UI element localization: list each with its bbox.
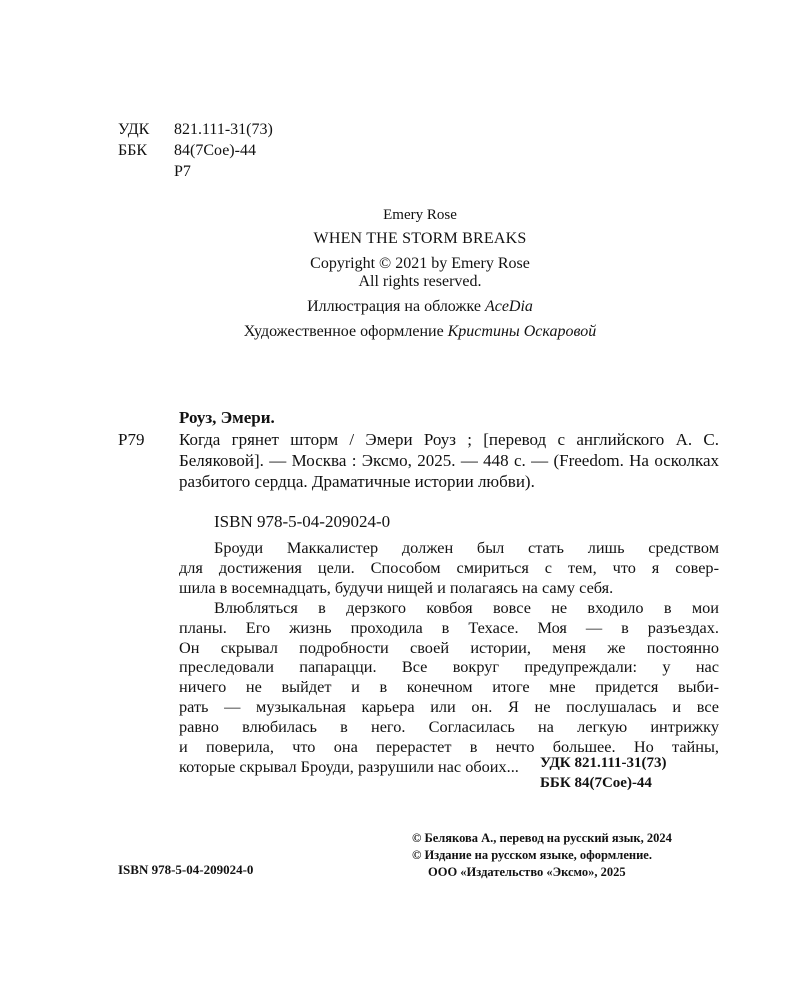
design-label: Художественное оформление	[243, 323, 444, 340]
original-title: WHEN THE STORM BREAKS	[313, 230, 527, 247]
annotation	[179, 538, 719, 777]
bottom-udk: УДК 821.111-31(73)	[540, 755, 667, 771]
translation-copyright: © Белякова А., перевод на русский язык, 2024	[412, 831, 672, 845]
udk-value: 821.111-31(73)	[174, 121, 273, 138]
illustration-artist: AceDia	[484, 298, 533, 315]
annotation-line: рать — музыкальная карьера или он. Я не послушалась и все	[179, 697, 719, 717]
udk-label: УДК	[118, 121, 150, 138]
design-artist: Кристины Оскаровой	[447, 323, 597, 340]
annotation-line: Влюбляться в дерзкого ковбоя вовсе не входило в мои	[214, 597, 719, 617]
annotation-line: которые скрывал Броуди, разрушили нас обоих...	[179, 756, 519, 776]
annotation-line: Броуди Маккалистер должен был стать лишь средством	[214, 538, 719, 557]
bottom-bbk: ББК 84(7Сое)-44	[540, 775, 652, 791]
classification-block	[118, 119, 273, 182]
annotation-line: шила в восемнадцать, будучи нищей и полагаясь на саму себя.	[179, 577, 614, 597]
author-mark-row	[118, 161, 273, 182]
annotation-line: Он скрывал подробности своей истории, меня же постоянно	[179, 637, 719, 657]
bbk-label: ББК	[118, 142, 148, 159]
original-copyright: Copyright © 2021 by Emery Rose	[310, 255, 530, 272]
publisher-copyright: ООО «Издательство «Эксмо», 2025	[428, 865, 626, 879]
bibliographic-description-text: Когда грянет шторм / Эмери Роуз ; [перевод с английского А. С. Беляковой]. — Москва : Эксмо, 2025. — 448 с. — (Freedom. На осколках разбитого сердца. Драматичные истории любви).	[179, 430, 719, 491]
annotation-line: планы. Его жизнь проходила в Техасе. Моя — в разъездах.	[179, 617, 719, 637]
bottom-classification	[540, 753, 667, 793]
annotation-line: равно влюбилась в него. Согласилась на легкую интрижку	[179, 717, 719, 737]
annotation-line: и поверила, что она перерастет в нечто большее. Но тайны,	[179, 737, 719, 757]
udk-row	[118, 119, 273, 140]
bibliographic-author: Роуз, Эмери.	[179, 408, 275, 427]
bibliographic-code: Р79	[118, 430, 145, 449]
bbk-value: 84(7Сое)-44	[174, 142, 256, 159]
bbk-row	[118, 140, 273, 161]
annotation-line: для достижения цели. Способом смириться с тем, что я совер-	[179, 557, 719, 577]
isbn-bottom: ISBN 978-5-04-209024-0	[118, 862, 254, 877]
illustration-credit	[100, 297, 740, 317]
illustration-label: Иллюстрация на обложке	[307, 298, 481, 315]
original-rights: All rights reserved.	[358, 273, 482, 290]
author-mark: Р7	[174, 163, 191, 180]
edition-copyright: © Издание на русском языке, оформление.	[412, 848, 652, 862]
annotation-line: ничего не выйдет и в конечном итоге мне придется выби-	[179, 677, 719, 697]
bibliographic-description	[179, 429, 719, 492]
annotation-line: преследовали папарацци. Все вокруг предупреждали: у нас	[179, 657, 719, 677]
bibliographic-isbn: ISBN 978-5-04-209024-0	[214, 512, 391, 531]
original-author: Emery Rose	[383, 207, 457, 223]
design-credit	[100, 322, 740, 342]
copyright-notices	[412, 830, 672, 881]
